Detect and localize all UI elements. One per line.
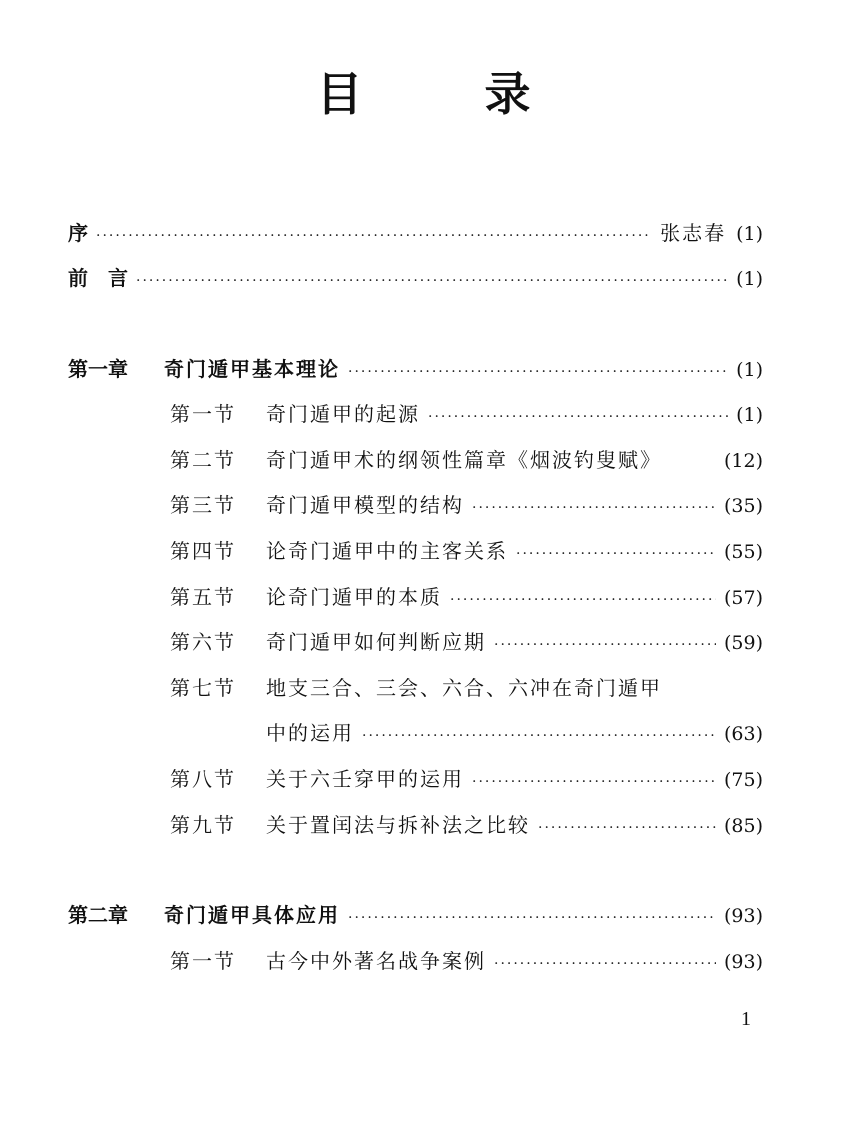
toc-section[interactable]	[170, 673, 763, 703]
section-label: 第二节	[170, 448, 236, 472]
section-label: 第一节	[170, 949, 236, 973]
leader-dots	[96, 221, 652, 251]
section-label: 第一节	[170, 402, 236, 426]
toc-section[interactable]	[170, 399, 763, 429]
toc-page: (59)	[723, 632, 763, 654]
toc-page: (1)	[736, 223, 763, 245]
leader-dots	[472, 767, 716, 797]
section-title: 奇门遁甲术的纲领性篇章《烟波钓叟赋》	[266, 448, 662, 472]
section-title-continuation: 中的运用	[266, 721, 354, 745]
section-title: 关于置闰法与拆补法之比较	[266, 813, 530, 837]
toc-page: (12)	[723, 450, 763, 472]
toc-page: (57)	[723, 587, 763, 609]
toc-section[interactable]	[170, 490, 763, 520]
toc-section[interactable]	[170, 536, 763, 566]
leader-dots	[494, 949, 716, 979]
page-number: 1	[741, 1008, 751, 1030]
section-label: 第九节	[170, 813, 236, 837]
section-title: 奇门遁甲模型的结构	[266, 493, 464, 517]
toc-author: 张志春	[660, 221, 727, 245]
section-title: 奇门遁甲的起源	[266, 402, 420, 426]
toc-chapter-1[interactable]	[68, 354, 763, 384]
toc-page: (35)	[723, 495, 763, 517]
toc-section[interactable]	[170, 582, 763, 612]
section-label: 第四节	[170, 539, 236, 563]
toc-page: (1)	[736, 268, 763, 290]
section-label: 第五节	[170, 585, 236, 609]
leader-dots	[362, 721, 716, 751]
leader-dots	[348, 903, 716, 933]
toc-page: (75)	[723, 769, 763, 791]
toc-page: (55)	[723, 541, 763, 563]
leader-dots	[538, 813, 716, 843]
toc-entry-foreword[interactable]	[68, 263, 763, 293]
chapter-label: 第一章	[68, 357, 128, 381]
section-title: 关于六壬穿甲的运用	[266, 767, 464, 791]
leader-dots	[472, 493, 716, 523]
leader-dots	[494, 630, 716, 660]
toc-page: (93)	[723, 905, 763, 927]
toc-page: (63)	[723, 723, 763, 745]
section-label: 第七节	[170, 676, 236, 700]
leader-dots	[516, 539, 716, 569]
toc-page: (93)	[723, 951, 763, 973]
section-label: 第八节	[170, 767, 236, 791]
toc-label: 序	[68, 221, 88, 245]
toc-label: 前 言	[68, 266, 128, 290]
toc-section[interactable]	[170, 810, 763, 840]
chapter-title: 奇门遁甲具体应用	[164, 903, 340, 927]
chapter-title: 奇门遁甲基本理论	[164, 357, 340, 381]
leader-dots	[136, 266, 728, 296]
section-label: 第六节	[170, 630, 236, 654]
leader-dots	[428, 402, 728, 432]
toc-chapter-2[interactable]	[68, 900, 763, 930]
leader-dots	[450, 585, 716, 615]
section-title: 古今中外著名战争案例	[266, 949, 486, 973]
toc-entry-preface[interactable]	[68, 218, 763, 248]
toc-section[interactable]	[170, 946, 763, 976]
section-label: 第三节	[170, 493, 236, 517]
section-title: 论奇门遁甲的本质	[266, 585, 442, 609]
toc-section[interactable]	[170, 627, 763, 657]
section-title: 地支三合、三会、六合、六冲在奇门遁甲	[266, 676, 662, 700]
toc-page: (85)	[723, 815, 763, 837]
page-title: 目 录	[316, 67, 569, 121]
toc-section[interactable]	[170, 445, 763, 475]
toc-page: (1)	[736, 404, 763, 426]
section-title: 奇门遁甲如何判断应期	[266, 630, 486, 654]
toc-section[interactable]	[170, 764, 763, 794]
chapter-label: 第二章	[68, 903, 128, 927]
section-title: 论奇门遁甲中的主客关系	[266, 539, 508, 563]
toc-page: (1)	[736, 359, 763, 381]
leader-dots	[348, 357, 728, 387]
toc-section-continuation[interactable]	[266, 718, 763, 748]
